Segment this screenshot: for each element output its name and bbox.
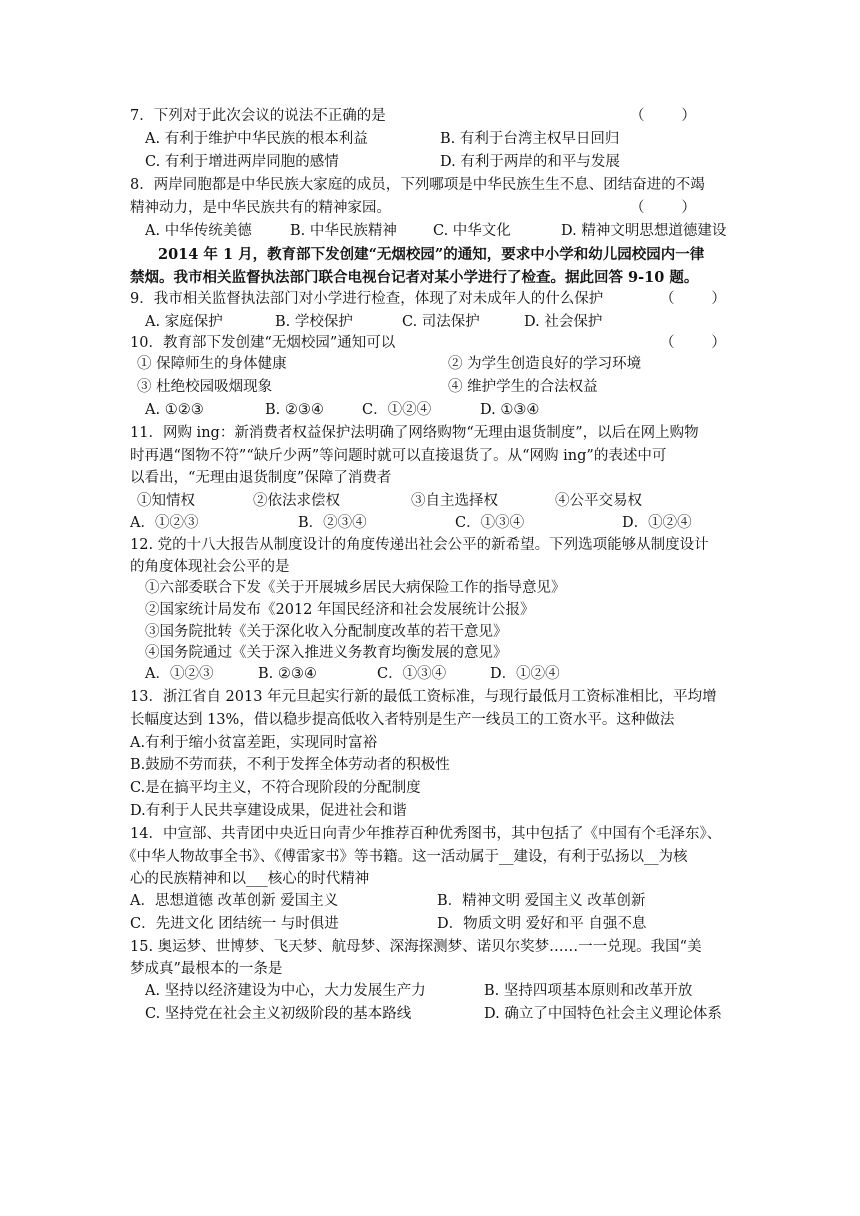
q11-stem-line3: 以看出，“无理由退货制度”保障了消费者 (130, 470, 392, 486)
q14-option-d: D．物质文明 爱好和平 自强不息 (437, 916, 647, 932)
q13-stem-line2: 长幅度达到 13%，借以稳步提高低收入者特别是生产一线员工的工资水平。这种做法 (130, 712, 675, 728)
q15-stem-line2: 梦成真”最根本的一条是 (130, 961, 283, 977)
q11-item-1: ①知情权 (137, 493, 195, 509)
q11-stem-line1: 11．网购 ing：新消费者权益保护法明确了网络购物“无理由退货制度”，以后在网上购物 (130, 425, 699, 441)
q12-item-1: ①六部委联合下发《关于开展城乡居民大病保险工作的指导意见》 (145, 580, 566, 596)
q11-item-2: ②依法求偿权 (253, 493, 340, 509)
q13-stem-line1: 13．浙江省自 2013 年元旦起实行新的最低工资标准，与现行最低月工资标准相比，平均增 (130, 689, 717, 705)
q12-stem-line1: 12. 党的十八大报告从制度设计的角度传递出社会公平的新希望。下列选项能够从制度设计 (130, 537, 709, 553)
q12-option-b: B. ②③④ (258, 666, 317, 682)
q11-item-3: ③自主选择权 (411, 493, 498, 509)
q12-option-c: C．①③④ (377, 666, 447, 682)
q14-stem-line2: 《中华人物故事全书》、《傅雷家书》等书籍。这一活动属于__建设，有利于弘扬以__为核 (122, 849, 688, 865)
q13-option-b: B.鼓励不劳而获，不利于发挥全体劳动者的积极性 (130, 757, 450, 773)
q14-option-c: C．先进文化 团结统一 与时俱进 (130, 916, 339, 932)
q9-stem: 9．我市相关监督执法部门对小学进行检查，体现了对未成年人的什么保护 (130, 291, 604, 307)
q7-option-a: A. 有利于维护中华民族的根本利益 (145, 131, 368, 147)
q12-stem-line2: 的角度体现社会公平的是 (130, 559, 290, 575)
q10-stem: 10．教育部下发创建“无烟校园”通知可以 (130, 335, 396, 351)
q7-option-b: B. 有利于台湾主权早日回归 (440, 131, 620, 147)
q11-option-a: A．①②③ (130, 515, 199, 531)
q9-answer-paren: （ ） (660, 291, 726, 307)
q12-option-d: D．①②④ (490, 666, 560, 682)
q12-item-2: ②国家统计局发布《2012 年国民经济和社会发展统计公报》 (145, 602, 535, 618)
q11-option-b: B．②③④ (298, 515, 367, 531)
q11-item-4: ④公平交易权 (555, 493, 642, 509)
q10-item-1: ① 保障师生的身体健康 (137, 356, 287, 372)
q14-option-a: A．思想道德 改革创新 爱国主义 (130, 893, 339, 909)
q10-option-a: A. ①②③ (145, 402, 204, 418)
q9-option-c: C. 司法保护 (402, 314, 480, 330)
q10-answer-paren: （ ） (660, 335, 726, 351)
q7-answer-paren: （ ） (630, 108, 696, 124)
q7-stem: 7．下列对于此次会议的说法不正确的是 (130, 108, 386, 124)
material-line2: 禁烟。我市相关监督执法部门联合电视台记者对某小学进行了检查。据此回答 9-10 题。 (130, 269, 699, 286)
q8-option-b: B. 中华民族精神 (290, 223, 397, 239)
q9-option-a: A. 家庭保护 (145, 314, 223, 330)
q8-answer-paren: （ ） (630, 200, 696, 216)
q10-option-d: D. ①③④ (480, 402, 540, 418)
q10-item-3: ③ 杜绝校园吸烟现象 (137, 379, 273, 395)
q7-option-c: C. 有利于增进两岸同胞的感情 (145, 154, 339, 170)
q8-stem-line1: 8．两岸同胞都是中华民族大家庭的成员，下列哪项是中华民族生生不息、团结奋进的不竭 (130, 177, 705, 193)
q12-item-3: ③国务院批转《关于深化收入分配制度改革的若干意见》 (145, 624, 508, 640)
q13-option-c: C.是在搞平均主义，不符合现阶段的分配制度 (130, 780, 421, 796)
q8-stem-line2: 精神动力，是中华民族共有的精神家园。 (130, 200, 391, 216)
q10-item-2: ② 为学生创造良好的学习环境 (448, 356, 642, 372)
q15-option-d: D. 确立了中国特色社会主义理论体系 (484, 1006, 722, 1022)
q14-stem-line3: 心的民族精神和以___核心的时代精神 (130, 871, 370, 887)
q15-option-a: A. 坚持以经济建设为中心，大力发展生产力 (145, 983, 426, 999)
q11-stem-line2: 时再遇“图物不符”“缺斤少两”等问题时就可以直接退货了。从“网购 ing”的表述中可 (130, 448, 667, 464)
q10-option-c: C．①②④ (362, 402, 432, 418)
material-line1: 2014 年 1 月，教育部下发创建“无烟校园”的通知，要求中小学和幼儿园校园内一律 (158, 246, 705, 263)
q14-option-b: B．精神文明 爱国主义 改革创新 (437, 893, 646, 909)
q9-option-b: B. 学校保护 (275, 314, 353, 330)
q8-option-a: A. 中华传统美德 (145, 223, 252, 239)
q15-option-c: C. 坚持党在社会主义初级阶段的基本路线 (145, 1006, 412, 1022)
q10-option-b: B. ②③④ (265, 402, 324, 418)
q7-option-d: D. 有利于两岸的和平与发展 (440, 154, 620, 170)
q12-option-a: A．①②③ (145, 666, 214, 682)
q14-stem-line1: 14．中宣部、共青团中央近日向青少年推荐百种优秀图书，其中包括了《中国有个毛泽东》、 (130, 826, 722, 842)
q13-option-d: D.有利于人民共享建设成果，促进社会和谐 (130, 803, 407, 819)
q8-option-c: C. 中华文化 (433, 223, 511, 239)
q15-stem-line1: 15. 奥运梦、世博梦、飞天梦、航母梦、深海探测梦、诺贝尔奖梦……一一兑现。我国“美 (130, 939, 702, 955)
q11-option-d: D．①②④ (622, 515, 692, 531)
q12-item-4: ④国务院通过《关于深入推进义务教育均衡发展的意见》 (145, 645, 508, 661)
q11-option-c: C．①③④ (455, 515, 525, 531)
q9-option-d: D. 社会保护 (524, 314, 603, 330)
q13-option-a: A.有利于缩小贫富差距，实现同时富裕 (130, 735, 378, 751)
q10-item-4: ④ 维护学生的合法权益 (448, 379, 598, 395)
q15-option-b: B. 坚持四项基本原则和改革开放 (484, 983, 693, 999)
q8-option-d: D. 精神文明思想道德建设 (561, 223, 727, 239)
